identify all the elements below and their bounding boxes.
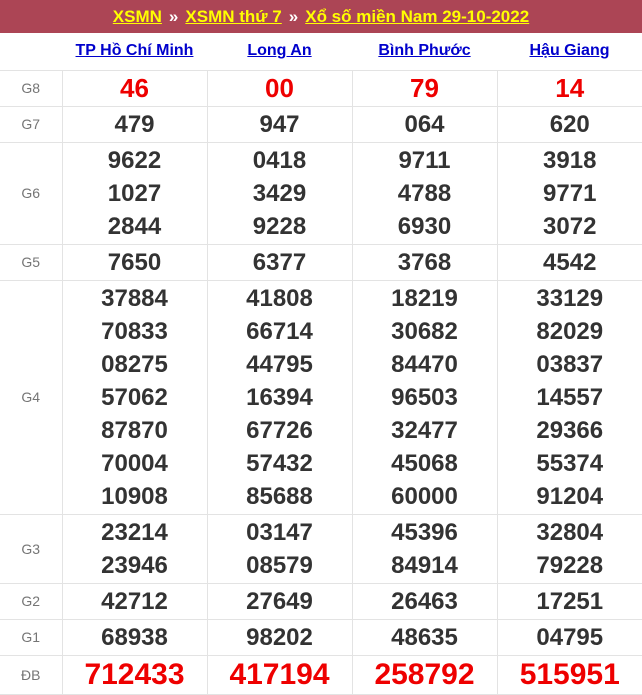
result-number: 417194 — [208, 657, 352, 693]
result-cell — [62, 106, 207, 142]
prize-label: ĐB — [0, 655, 62, 694]
prize-label: G1 — [0, 619, 62, 655]
result-number: 3918 — [498, 144, 642, 177]
result-cell — [62, 70, 207, 106]
result-number: 1027 — [63, 177, 207, 210]
result-cell — [352, 280, 497, 514]
prize-row-g5 — [0, 244, 642, 280]
result-number: 3429 — [208, 177, 352, 210]
result-number: 37884 — [63, 282, 207, 315]
result-number: 4542 — [498, 246, 642, 279]
result-number: 57432 — [208, 447, 352, 480]
result-number: 03837 — [498, 348, 642, 381]
result-number: 32804 — [498, 516, 642, 549]
result-number: 79228 — [498, 549, 642, 582]
result-number: 7650 — [63, 246, 207, 279]
result-number: 66714 — [208, 315, 352, 348]
result-cell — [352, 244, 497, 280]
result-cell — [62, 583, 207, 619]
result-number: 4788 — [353, 177, 497, 210]
result-number: 26463 — [353, 585, 497, 618]
result-number: 79 — [353, 72, 497, 105]
result-cell — [497, 514, 642, 583]
province-link-binh-phuoc[interactable]: Bình Phước — [378, 42, 470, 59]
column-header-tp-ho-chi-minh — [62, 33, 207, 70]
result-cell — [497, 106, 642, 142]
result-number: 6930 — [353, 210, 497, 243]
result-number: 6377 — [208, 246, 352, 279]
result-number: 84914 — [353, 549, 497, 582]
result-cell — [497, 70, 642, 106]
result-number: 9622 — [63, 144, 207, 177]
result-cell — [497, 142, 642, 244]
result-cell — [497, 619, 642, 655]
result-number: 03147 — [208, 516, 352, 549]
result-number: 10908 — [63, 480, 207, 513]
result-cell — [62, 142, 207, 244]
result-number: 2844 — [63, 210, 207, 243]
result-number: 9711 — [353, 144, 497, 177]
breadcrumb — [0, 0, 642, 33]
result-cell — [207, 280, 352, 514]
result-number: 04795 — [498, 621, 642, 654]
result-number: 3072 — [498, 210, 642, 243]
result-cell — [352, 142, 497, 244]
result-number: 9771 — [498, 177, 642, 210]
result-cell — [207, 106, 352, 142]
province-header-row — [0, 33, 642, 70]
result-number: 82029 — [498, 315, 642, 348]
result-cell — [207, 244, 352, 280]
result-cell — [497, 655, 642, 694]
result-number: 84470 — [353, 348, 497, 381]
prize-column-spacer — [0, 33, 62, 70]
result-number: 67726 — [208, 414, 352, 447]
prize-label: G7 — [0, 106, 62, 142]
result-number: 32477 — [353, 414, 497, 447]
result-cell — [352, 514, 497, 583]
result-number: 9228 — [208, 210, 352, 243]
result-number: 48635 — [353, 621, 497, 654]
breadcrumb-link-xsmn-thu-7[interactable]: XSMN thứ 7 — [185, 7, 281, 27]
result-cell — [207, 655, 352, 694]
result-number: 70833 — [63, 315, 207, 348]
result-number: 515951 — [498, 657, 642, 693]
result-number: 0418 — [208, 144, 352, 177]
prize-label: G6 — [0, 142, 62, 244]
result-number: 08579 — [208, 549, 352, 582]
result-number: 23214 — [63, 516, 207, 549]
breadcrumb-separator: » — [169, 7, 178, 27]
result-number: 44795 — [208, 348, 352, 381]
result-number: 712433 — [63, 657, 207, 693]
result-number: 60000 — [353, 480, 497, 513]
prize-row-g2 — [0, 583, 642, 619]
result-number: 00 — [208, 72, 352, 105]
prize-label: G3 — [0, 514, 62, 583]
result-number: 45068 — [353, 447, 497, 480]
result-number: 41808 — [208, 282, 352, 315]
results-table — [0, 33, 642, 695]
result-cell — [352, 106, 497, 142]
result-cell — [497, 280, 642, 514]
prize-label: G2 — [0, 583, 62, 619]
result-number: 57062 — [63, 381, 207, 414]
result-number: 18219 — [353, 282, 497, 315]
province-link-tp-ho-chi-minh[interactable]: TP Hồ Chí Minh — [76, 42, 194, 59]
prize-label: G8 — [0, 70, 62, 106]
result-number: 479 — [63, 108, 207, 141]
result-cell — [352, 655, 497, 694]
prize-row-g1 — [0, 619, 642, 655]
result-cell — [497, 244, 642, 280]
prize-row-g4 — [0, 280, 642, 514]
prize-label: G5 — [0, 244, 62, 280]
result-number: 14557 — [498, 381, 642, 414]
breadcrumb-link-xsmn[interactable]: XSMN — [113, 7, 162, 27]
result-number: 620 — [498, 108, 642, 141]
result-cell — [62, 280, 207, 514]
result-cell — [352, 619, 497, 655]
breadcrumb-separator: » — [289, 7, 298, 27]
province-link-hau-giang[interactable]: Hậu Giang — [529, 42, 609, 59]
prize-row-g7 — [0, 106, 642, 142]
breadcrumb-link-xo-so-mien-nam-date[interactable]: Xổ số miền Nam 29-10-2022 — [305, 7, 529, 27]
result-number: 27649 — [208, 585, 352, 618]
result-cell — [352, 583, 497, 619]
result-number: 85688 — [208, 480, 352, 513]
result-number: 14 — [498, 72, 642, 105]
result-number: 16394 — [208, 381, 352, 414]
result-cell — [352, 70, 497, 106]
prize-row-g8 — [0, 70, 642, 106]
prize-row-g6 — [0, 142, 642, 244]
column-header-long-an — [207, 33, 352, 70]
prize-row-đb — [0, 655, 642, 694]
result-cell — [207, 142, 352, 244]
result-number: 68938 — [63, 621, 207, 654]
result-number: 29366 — [498, 414, 642, 447]
column-header-hau-giang — [497, 33, 642, 70]
result-cell — [207, 514, 352, 583]
result-cell — [62, 244, 207, 280]
column-header-binh-phuoc — [352, 33, 497, 70]
result-number: 258792 — [353, 657, 497, 693]
result-number: 96503 — [353, 381, 497, 414]
result-cell — [207, 70, 352, 106]
result-cell — [497, 583, 642, 619]
result-number: 87870 — [63, 414, 207, 447]
result-number: 46 — [63, 72, 207, 105]
result-number: 08275 — [63, 348, 207, 381]
result-number: 42712 — [63, 585, 207, 618]
result-number: 33129 — [498, 282, 642, 315]
result-number: 947 — [208, 108, 352, 141]
result-number: 45396 — [353, 516, 497, 549]
result-number: 3768 — [353, 246, 497, 279]
result-number: 70004 — [63, 447, 207, 480]
result-cell — [207, 583, 352, 619]
prize-row-g3 — [0, 514, 642, 583]
result-cell — [62, 514, 207, 583]
result-cell — [207, 619, 352, 655]
result-number: 91204 — [498, 480, 642, 513]
result-cell — [62, 655, 207, 694]
result-number: 55374 — [498, 447, 642, 480]
result-number: 23946 — [63, 549, 207, 582]
result-number: 30682 — [353, 315, 497, 348]
prize-label: G4 — [0, 280, 62, 514]
result-number: 17251 — [498, 585, 642, 618]
result-number: 064 — [353, 108, 497, 141]
province-link-long-an[interactable]: Long An — [247, 42, 311, 59]
result-number: 98202 — [208, 621, 352, 654]
result-cell — [62, 619, 207, 655]
